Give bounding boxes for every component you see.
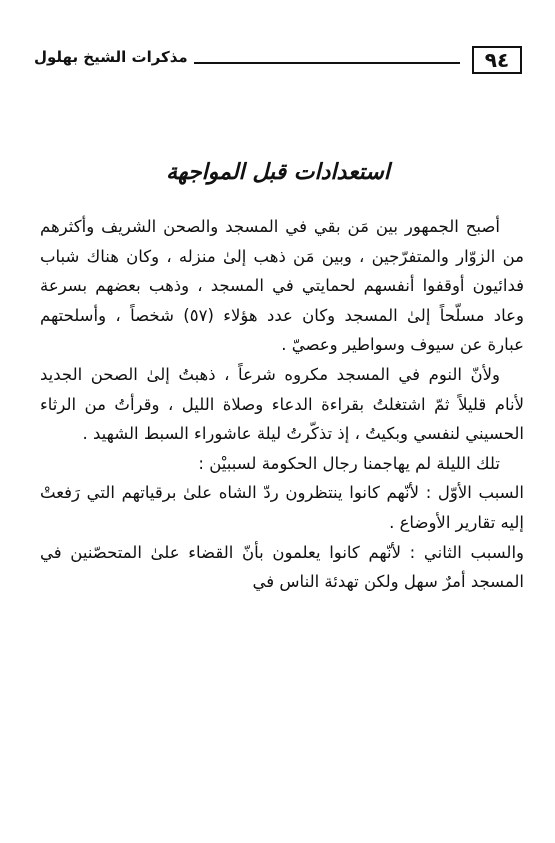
book-title: مذكرات الشيخ بهلول (34, 48, 188, 66)
paragraph: تلك الليلة لم يهاجمنا رجال الحكومة لسببيْن : (198, 453, 500, 473)
body-text (40, 212, 524, 597)
paragraph: أصبح الجمهور بين مَن بقي في المسجد والصحن الشريف وأكثرهم من الزوّار والمتفرّجين ، وبين مَن ذهب إلىٰ منزله ، وكان هناك شباب فدائيون أوقفوا أنفسهم لحمايتي في المسجد ، وذهب بعضهم بسرعة وعاد مسلّحاً إلىٰ المسجد وكان عدد هؤلاء (٥٧) شخصاً ، وأسلحتهم عبارة عن سيوف وسواطير وعصيّ . (40, 217, 524, 355)
paragraph: والسبب الثاني : لأنّهم كانوا يعلمون بأنّ القضاء علىٰ المتحصّنين في المسجد أمرٌ سهل ولكن تهدئة الناس في (40, 542, 524, 592)
paragraph: السبب الأوّل : لأنّهم كانوا ينتظرون ردّ الشاه علىٰ برقياتهم التي رَفعتْ إليه تقارير الأوضاع . (40, 483, 524, 532)
chapter-title: استعدادات قبل المواجهة (166, 160, 390, 185)
running-header (34, 46, 522, 76)
page-number: ٩٤ (472, 46, 522, 74)
paragraph: ولأنّ النوم في المسجد مكروه شرعاً ، ذهبتُ إلىٰ الصحن الجديد لأنام قليلاً ثمّ اشتغلتُ بقراءة الدعاء وصلاة الليل ، وقرأتُ من الرثاء الحسيني لنفسي وبكيتُ ، إذ تذكّرتُ ليلة عاشوراء السبط الشهيد . (40, 364, 524, 444)
header-rule (194, 62, 460, 64)
